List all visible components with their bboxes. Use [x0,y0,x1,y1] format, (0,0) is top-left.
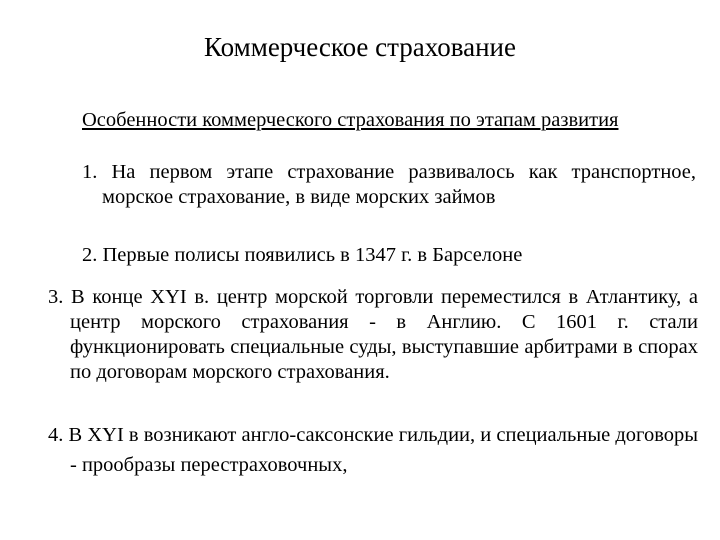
list-item-number: 4. [48,424,64,446]
list-item-text: Первые полисы появились в 1347 г. в Барселоне [102,244,523,266]
list-item-2 [82,243,696,268]
list-item-1 [82,160,696,210]
list-item-3 [48,285,698,385]
list-item-number: 2. [82,244,98,266]
list-item-text: В XYI в возникают англо-саксонские гильдии, и специальные договоры - прообразы перестраховочных, [68,424,699,476]
list-item-number: 3. [48,286,64,308]
section-subtitle: Особенности коммерческого страхования по этапам развития [82,109,619,131]
list-item-text: В конце XYI в. центр морской торговли переместился в Атлантику, а центр морского страхования - в Англию. С 1601 г. стали функционировать специальные суды, выступавшие арбитрами в спорах по договорам морского страхования. [70,286,699,383]
list-item-text: На первом этапе страхование развивалось как транспортное, морское страхование, в виде морских займов [102,161,697,208]
list-item-4 [48,420,698,480]
list-item-number: 1. [82,161,98,183]
slide-title: Коммерческое страхование [204,32,516,62]
